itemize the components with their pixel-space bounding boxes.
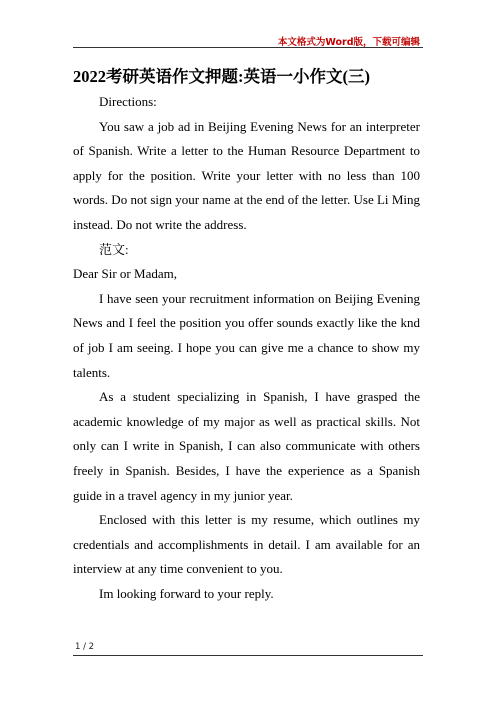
header-note: 本文格式为Word版，下载可编辑	[277, 37, 420, 48]
document-body	[73, 64, 420, 606]
directions-text: You saw a job ad in Beijing Evening News for an interpreter of Spanish. Write a letter to the Human Resource Department to apply for the position. Write your letter with no less than 100 words. Do not sign your name at the end of the letter. Use Li Ming instead. Do not write the address.	[73, 118, 420, 232]
header-divider	[73, 47, 423, 48]
directions-heading: Directions:	[99, 94, 157, 109]
letter-closing-line: Im looking forward to your reply.	[99, 585, 274, 601]
document-title: 2022考研英语作文押题:英语一小作文(三)	[73, 67, 370, 86]
letter-paragraph: As a student specializing in Spanish, I have grasped the academic knowledge of my major as well as practical skills. Not only can I write in Spanish, I can also communicate with others freely in Spanish. Besides, I have the experience as a Spanish guide in a travel agency in my junior year.	[73, 389, 420, 503]
letter-paragraph: I have seen your recruitment information on Beijing Evening News and I feel the position you offer sounds exactly like the knd of job I am seeing. I hope you can give me a chance to show my talents.	[73, 290, 420, 380]
letter-paragraph: Enclosed with this letter is my resume, which outlines my credentials and accomplishments in detail. I am available for an interview at any time convenient to you.	[73, 512, 420, 577]
sample-essay-label: 范文:	[99, 241, 129, 257]
footer-divider	[73, 655, 423, 656]
letter-salutation: Dear Sir or Madam,	[73, 266, 177, 282]
page-number: 1 / 2	[75, 642, 95, 652]
